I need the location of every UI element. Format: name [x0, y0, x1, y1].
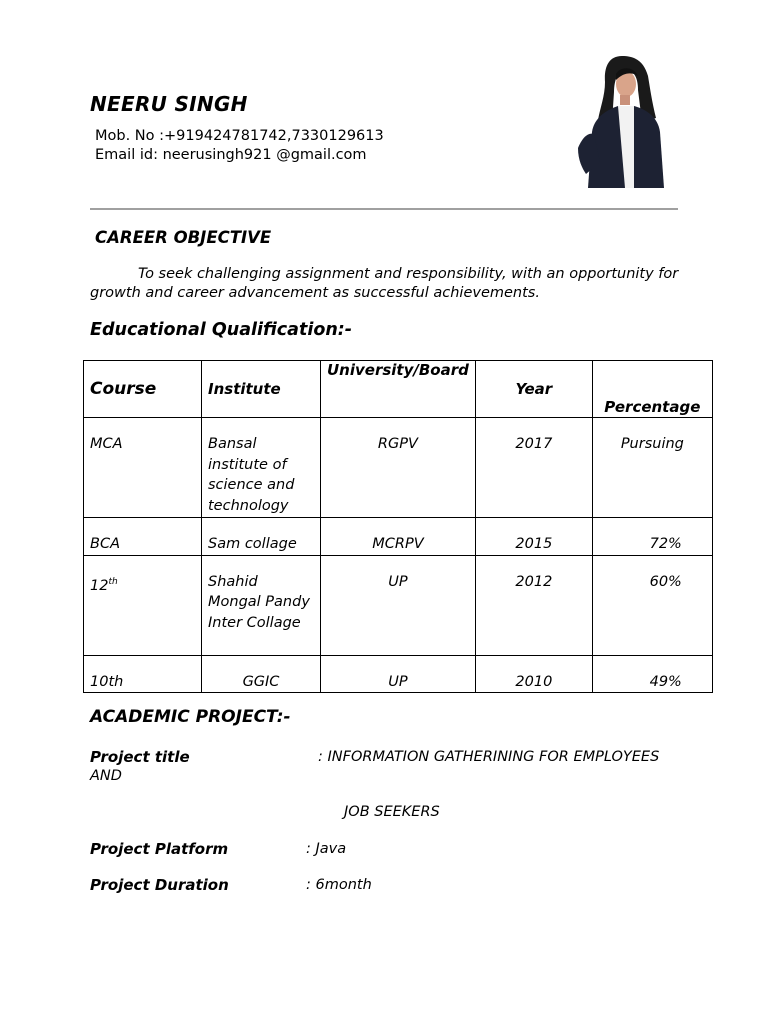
project-title-value-line2: JOB SEEKERS [344, 804, 440, 820]
career-objective-text: To seek challenging assignment and responsibility, with an opportunity for growth and career advancement as successful achievements. [90, 266, 679, 301]
course-cell: BCA [84, 518, 202, 556]
year-cell: 2015 [475, 518, 592, 556]
table-row [84, 555, 713, 655]
column-header-year: Year [475, 361, 592, 418]
table-header-row [84, 361, 713, 418]
course-superscript: th [108, 576, 118, 587]
project-platform-label: Project Platform [90, 840, 229, 858]
column-header-course: Course [84, 361, 202, 418]
year-cell: 2010 [475, 655, 592, 693]
education-heading: Educational Qualification:- [90, 320, 353, 340]
course-cell: MCA [84, 418, 202, 518]
institute-cell: GGIC [202, 655, 321, 693]
project-duration-value: : 6month [306, 877, 372, 893]
course-cell: 10th [84, 655, 202, 693]
mobile-number: Mob. No :+919424781742,7330129613 [95, 128, 384, 144]
university-cell: UP [321, 655, 476, 693]
percentage-cell: 49% [592, 655, 712, 693]
column-header-institute: Institute [202, 361, 321, 418]
year-cell: 2017 [475, 418, 592, 518]
percentage-cell: 72% [592, 518, 712, 556]
percentage-cell: 60% [592, 555, 712, 655]
project-platform-value: : Java [306, 841, 347, 857]
header-divider [90, 208, 678, 210]
career-objective-heading: CAREER OBJECTIVE [95, 228, 272, 247]
institute-cell: Shahid Mongal Pandy Inter Collage [202, 555, 321, 655]
project-duration-label: Project Duration [90, 876, 229, 894]
table-row [84, 418, 713, 518]
education-table [83, 360, 713, 693]
column-header-percentage: Percentage [592, 361, 712, 418]
table-row [84, 518, 713, 556]
university-cell: MCRPV [321, 518, 476, 556]
institute-cell: Sam collage [202, 518, 321, 556]
candidate-name: NEERU SINGH [90, 92, 248, 116]
university-cell: RGPV [321, 418, 476, 518]
table-row [84, 655, 713, 693]
percentage-cell: Pursuing [592, 418, 712, 518]
project-title-label: Project title [90, 748, 190, 766]
profile-photo [578, 52, 664, 188]
university-cell: UP [321, 555, 476, 655]
project-title-value: : INFORMATION GATHERINING FOR EMPLOYEES [318, 749, 660, 765]
column-header-university: University/Board [321, 361, 476, 418]
course-value: 12 [90, 577, 109, 594]
academic-project-heading: ACADEMIC PROJECT:- [90, 707, 291, 727]
project-title-value-and: AND [90, 768, 122, 784]
email-address: Email id: neerusingh921 @gmail.com [95, 147, 367, 163]
course-cell [84, 555, 202, 655]
institute-cell: Bansal institute of science and technology [202, 418, 321, 518]
year-cell: 2012 [475, 555, 592, 655]
